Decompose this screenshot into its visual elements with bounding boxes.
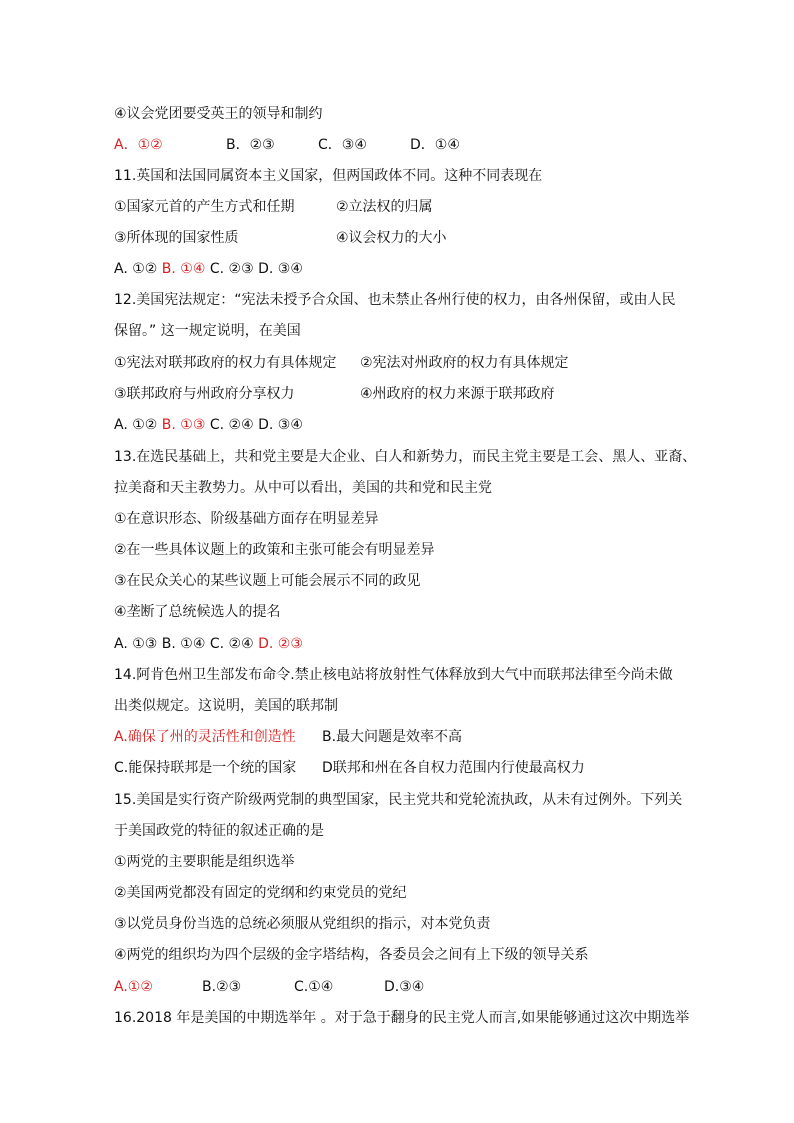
- q13-options: [114, 635, 303, 653]
- q15-item1: ①两党的主要职能是组织选举: [114, 854, 295, 870]
- q12-item4: ④州政府的权力来源于联邦政府: [360, 386, 555, 402]
- q11-items-row2: [114, 229, 447, 247]
- q12-stem-line1: 12.美国宪法规定：“宪法未授予合众国、也未禁止各州行使的权力，由各州保留，或由人民: [114, 292, 676, 308]
- q13-item1: ①在意识形态、阶级基础方面存在明显差异: [114, 511, 379, 527]
- q13-stem-line2: 拉美裔和天主教势力。从中可以看出，美国的共和党和民主党: [114, 480, 492, 496]
- q15-item3: ③以党员身份当选的总统必须服从党组织的指示，对本党负责: [114, 916, 491, 932]
- q10-options: [114, 136, 460, 154]
- q15-item4: ④两党的组织均为四个层级的金字塔结构，各委员会之间有上下级的领导关系: [114, 947, 589, 963]
- q11-item3: ③所体现的国家性质: [114, 230, 239, 246]
- q12-item2: ②宪法对州政府的权力有具体规定: [360, 355, 569, 371]
- q14-options-row1: [114, 728, 462, 746]
- q15-option-a: A.①②: [114, 979, 153, 995]
- q12-option-c: C. ②④: [209, 417, 254, 433]
- q15-option-d: D.③④: [384, 979, 425, 995]
- q13-item4: ④垄断了总统候选人的提名: [114, 604, 281, 620]
- q11-option-b: B. ①④: [161, 261, 206, 277]
- q12-option-d: D. ③④: [258, 417, 303, 433]
- q11-stem: 11.英国和法国同属资本主义国家，但两国政体不同。这种不同表现在: [114, 168, 543, 184]
- q14-option-b: B.最大问题是效率不高: [322, 729, 463, 745]
- q13-option-d: D. ②③: [258, 636, 303, 652]
- q10-item4: ④议会党团要受英王的领导和制约: [114, 106, 323, 122]
- q12-options: [114, 416, 303, 434]
- q10-option-b: B．②③: [226, 137, 275, 153]
- q11-item1: ①国家元首的产生方式和任期: [114, 199, 295, 215]
- q13-stem-line1: 13.在选民基础上，共和党主要是大企业、白人和新势力，而民主党主要是工会、黑人、亚裔、: [114, 449, 697, 465]
- q13-item3: ③在民众关心的某些议题上可能会展示不同的政见: [114, 573, 421, 589]
- q12-option-b: B. ①③: [161, 417, 206, 433]
- q11-option-a: A. ①②: [114, 261, 158, 277]
- q11-item4: ④议会权力的大小: [336, 230, 447, 246]
- q11-item2: ②立法权的归属: [336, 199, 433, 215]
- q11-option-c: C. ②③: [209, 261, 254, 277]
- q14-option-d: D联邦和州在各自权力范围内行使最高权力: [322, 760, 585, 776]
- q14-stem-line1: 14.阿肯色州卫生部发布命令.禁止核电站将放射性气体释放到大气中而联邦法律至今尚未做: [114, 667, 673, 683]
- q15-option-b: B.②③: [202, 979, 242, 995]
- q10-option-d: D．①④: [410, 137, 460, 153]
- q11-items-row1: [114, 198, 433, 216]
- q12-item3: ③联邦政府与州政府分享权力: [114, 386, 295, 402]
- q11-options: [114, 260, 303, 278]
- q14-option-a: A.确保了州的灵活性和创造性: [114, 729, 296, 745]
- q16-stem-line1: 16.2018 年是美国的中期选举年 。对于急于翻身的民主党人而言,如果能够通过这次中期选举: [114, 1010, 690, 1026]
- q15-item2: ②美国两党都没有固定的党纲和约束党员的党纪: [114, 885, 407, 901]
- q12-option-a: A. ①②: [114, 417, 158, 433]
- q15-stem-line2: 于美国政党的特征的叙述正确的是: [114, 823, 324, 839]
- q12-stem-line2: 保留。” 这一规定说明，在美国: [114, 323, 301, 339]
- q15-options: [114, 978, 424, 996]
- q10-option-a: A．①②: [114, 137, 163, 153]
- q15-stem-line1: 15.美国是实行资产阶级两党制的典型国家，民主党共和党轮流执政，从未有过例外。下列关: [114, 792, 683, 808]
- q14-stem-line2: 出类似规定。这说明，美国的联邦制: [114, 698, 338, 714]
- q14-options-row2: [114, 759, 585, 777]
- q10-option-c: C．③④: [318, 137, 367, 153]
- q12-items-row1: [114, 354, 569, 372]
- q13-item2: ②在一些具体议题上的政策和主张可能会有明显差异: [114, 542, 435, 558]
- q13-option-b: B. ①④: [161, 636, 206, 652]
- q15-option-c: C.①④: [294, 979, 334, 995]
- q12-items-row2: [114, 385, 555, 403]
- q13-option-c: C. ②④: [209, 636, 254, 652]
- q13-option-a: A. ①③: [114, 636, 158, 652]
- q11-option-d: D. ③④: [258, 261, 303, 277]
- q12-item1: ①宪法对联邦政府的权力有具体规定: [114, 355, 337, 371]
- q14-option-c: C.能保持联邦是一个统的国家: [114, 760, 297, 776]
